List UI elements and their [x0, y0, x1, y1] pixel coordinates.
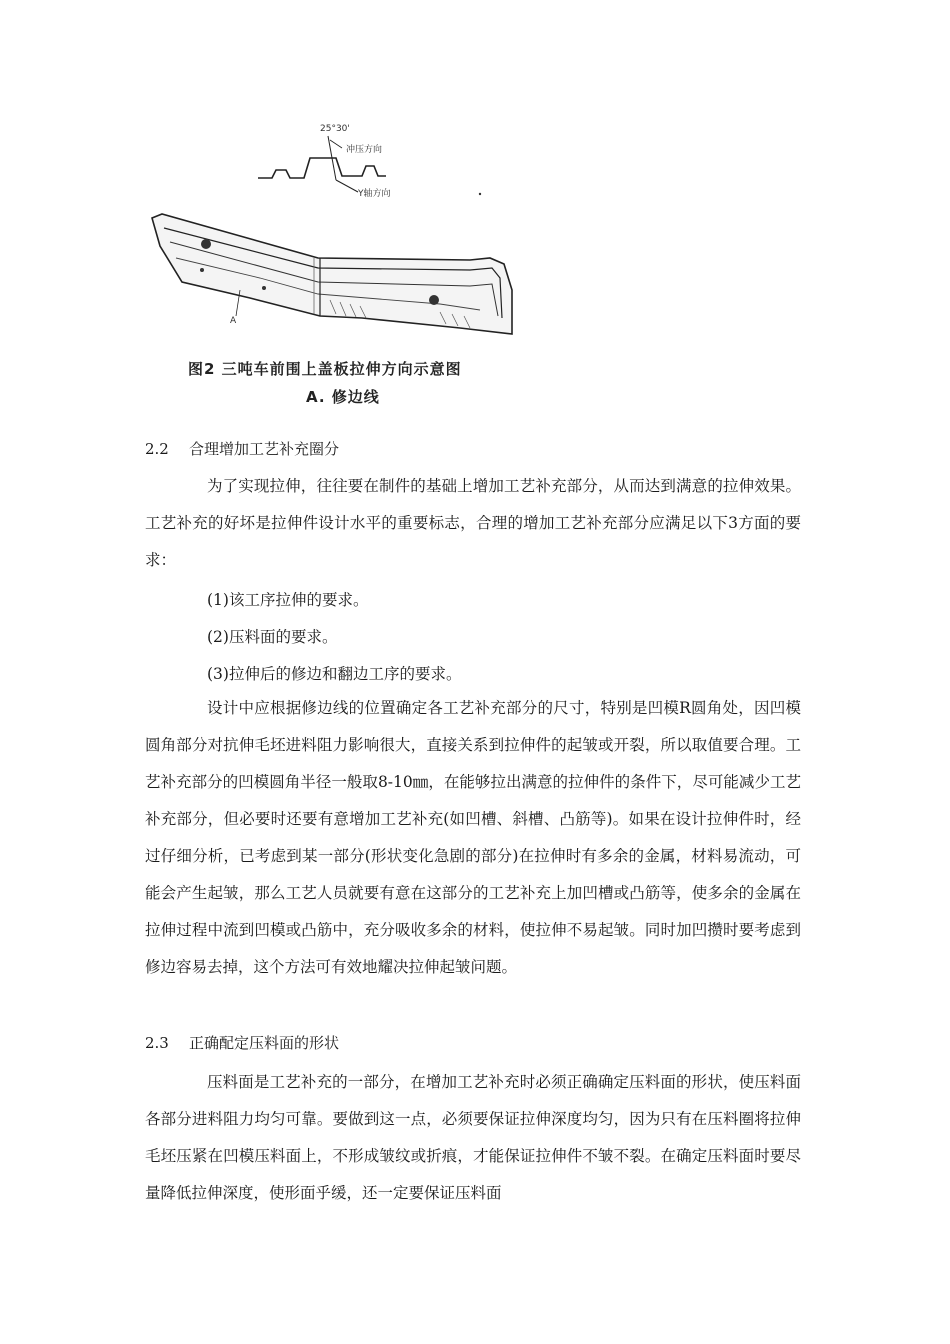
- section-number: 2.2: [145, 440, 169, 458]
- figure-2: [140, 118, 540, 418]
- figure-subcaption: A. 修边线: [306, 388, 380, 406]
- paragraph-2: 设计中应根据修边线的位置确定各工艺补充部分的尺寸，特别是凹模R圆角处，因凹模圆角部分对抗伸毛坯进料阻力影响很大，直接关系到拉伸件的起皱或开裂，所以取值要合理。工艺补充部分的凹模圆角半径一般取8-10㎜，在能够拉出满意的拉伸件的条件下，尽可能减少工艺补充部分，但必要时还要有意增加工艺补充(如凹槽、斜槽、凸筋等)。如果在设计拉伸件时，经过仔细分析，已考虑到某一部分(形状变化急剧的部分)在拉伸时有多余的金属，材料易流动，可能会产生起皱，那么工艺人员就要有意在这部分的工艺补充上加凹槽或凸筋等，使多余的金属在拉伸过程中流到凹模或凸筋中，充分吸收多余的材料，使拉伸不易起皱。同时加凹攒时要考虑到修边容易去掉，这个方法可有效地耀决拉伸起皱问题。: [145, 699, 801, 976]
- section-number: 2.3: [145, 1034, 169, 1052]
- list-item: (1)该工序拉伸的要求。: [207, 591, 369, 609]
- paragraph-1: 为了实现拉伸，往往要在制件的基础上增加工艺补充部分，从而达到满意的拉伸效果。工艺补充的好坏是拉伸件设计水平的重要标志，合理的增加工艺补充部分应满足以下3方面的要求：: [145, 477, 801, 569]
- point-a-label: A: [230, 316, 237, 326]
- y-axis-label: Y轴方向: [358, 189, 391, 199]
- section-title: 合理增加工艺补充圈分: [189, 440, 340, 458]
- list-item: (2)压料面的要求。: [207, 628, 338, 646]
- section-heading-2-3: [145, 1032, 339, 1053]
- angle-label: 25°30': [320, 124, 350, 134]
- section-heading-2-2: [145, 438, 339, 459]
- list-item: (3)拉伸后的修边和翻边工序的要求。: [207, 665, 462, 683]
- figure-caption: 图2 三吨车前围上盖板拉伸方向示意图: [188, 360, 462, 378]
- section-title: 正确配定压料面的形状: [189, 1034, 340, 1052]
- paragraph-3: 压料面是工艺补充的一部分，在增加工艺补充时必须正确确定压料面的形状，使压料面各部分进料阻力均匀可靠。要做到这一点，必须要保证拉伸深度均匀，因为只有在压料圈将拉伸毛坯压紧在凹模压料面上，不形成皱纹或折痕，才能保证拉伸件不皱不裂。在确定压料面时要尽量降低拉伸深度，使形面乎缓，还一定要保证压料面: [145, 1073, 801, 1202]
- stamp-direction-label: 冲压方向: [346, 145, 383, 155]
